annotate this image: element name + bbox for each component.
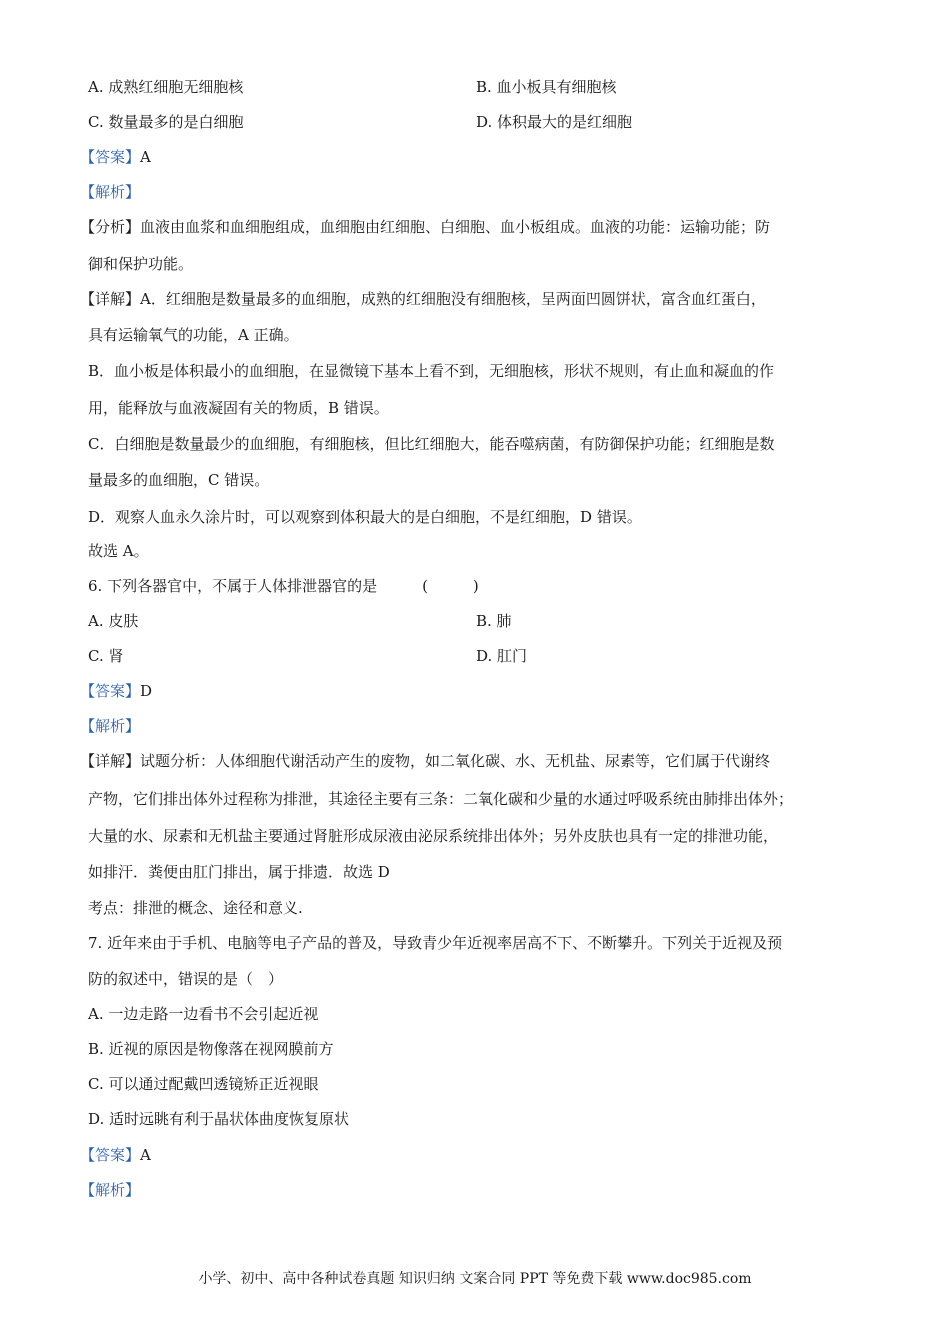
answer-tag: 【答案】 [80, 1146, 141, 1164]
q7-option-c: C. 可以通过配戴凹透镜矫正近视眼 [88, 1075, 319, 1093]
q7-stem-line-2: 防的叙述中，错误的是（ ） [88, 970, 284, 988]
detail-text: A．红细胞是数量最多的血细胞，成熟的红细胞没有细胞核，呈两面凹圆饼状，富含血红蛋白， [140, 290, 766, 308]
q5-detail-line-7: D．观察人血永久涂片时，可以观察到体积最大的是白细胞，不是红细胞，D 错误。 [88, 508, 642, 526]
q5-detail-line-3: B．血小板是体积最小的血细胞，在显微镜下基本上看不到，无细胞核，形状不规则，有止血和凝血的作 [88, 362, 775, 380]
q6-option-d: D. 肛门 [476, 647, 528, 665]
q7-analysis-heading: 【解析】 [80, 1181, 141, 1199]
q6-option-b: B. 肺 [476, 612, 512, 630]
q5-fenxi-line-2: 御和保护功能。 [88, 255, 194, 273]
q7-option-b: B. 近视的原因是物像落在视网膜前方 [88, 1040, 334, 1058]
q5-option-b: B. 血小板具有细胞核 [476, 78, 617, 96]
q6-detail-line-1 [80, 750, 770, 772]
answer-value: A [140, 1146, 151, 1164]
fenxi-tag: 【分析】 [80, 218, 141, 236]
q7-answer [80, 1144, 151, 1166]
q7-option-d: D. 适时远眺有利于晶状体曲度恢复原状 [88, 1110, 350, 1128]
answer-tag: 【答案】 [80, 148, 141, 166]
q6-kaodian: 考点：排泄的概念、途径和意义. [88, 899, 303, 917]
detail-tag: 【详解】 [80, 752, 141, 770]
q5-detail-line-5: C．白细胞是数量最少的血细胞，有细胞核，但比红细胞大，能吞噬病菌，有防御保护功能；红细胞是数 [88, 435, 775, 453]
fenxi-text: 血液由血浆和血细胞组成，血细胞由红细胞、白细胞、血小板组成。血液的功能：运输功能；防 [140, 218, 771, 236]
answer-value: A [140, 148, 151, 166]
q5-option-a: A. 成熟红细胞无细胞核 [88, 78, 244, 96]
q6-option-c: C. 肾 [88, 647, 124, 665]
q5-conclusion: 故选 A。 [88, 542, 149, 560]
q5-option-d: D. 体积最大的是红细胞 [476, 113, 633, 131]
q6-detail-line-4: 如排汗．粪便由肛门排出，属于排遗．故选 D [88, 863, 390, 881]
detail-text: 试题分析：人体细胞代谢活动产生的废物，如二氧化碳、水、无机盐、尿素等，它们属于代谢终 [140, 752, 771, 770]
q7-option-a: A. 一边走路一边看书不会引起近视 [88, 1005, 319, 1023]
q5-detail-line-6: 量最多的血细胞，C 错误。 [88, 471, 270, 489]
detail-tag: 【详解】 [80, 290, 141, 308]
answer-value: D [140, 682, 153, 700]
q5-detail-line-2: 具有运输氧气的功能，A 正确。 [88, 326, 299, 344]
q5-detail-line-1 [80, 288, 766, 310]
q6-option-a: A. 皮肤 [88, 612, 139, 630]
q5-option-c: C. 数量最多的是白细胞 [88, 113, 244, 131]
q5-analysis-heading: 【解析】 [80, 183, 141, 201]
page-footer: 小学、初中、高中各种试卷真题 知识归纳 文案合同 PPT 等免费下载 www.doc985.com [198, 1271, 752, 1287]
q6-detail-line-3: 大量的水、尿素和无机盐主要通过肾脏形成尿液由泌尿系统排出体外；另外皮肤也具有一定的排泄功能， [88, 827, 779, 845]
q5-answer [80, 146, 151, 168]
answer-tag: 【答案】 [80, 682, 141, 700]
q5-fenxi-line-1 [80, 216, 770, 238]
q6-detail-line-2: 产物，它们排出体外过程称为排泄，其途径主要有三条：二氧化碳和少量的水通过呼吸系统由肺排出体外； [88, 790, 794, 808]
q5-detail-line-4: 用，能释放与血液凝固有关的物质，B 错误。 [88, 399, 389, 417]
q7-stem-line-1: 7. 近年来由于手机、电脑等电子产品的普及，导致青少年近视率居高不下、不断攀升。下列关于近视及预 [88, 934, 783, 952]
q6-answer [80, 680, 152, 702]
q6-analysis-heading: 【解析】 [80, 717, 141, 735]
q6-stem: 6. 下列各器官中，不属于人体排泄器官的是 ( ) [88, 577, 479, 595]
